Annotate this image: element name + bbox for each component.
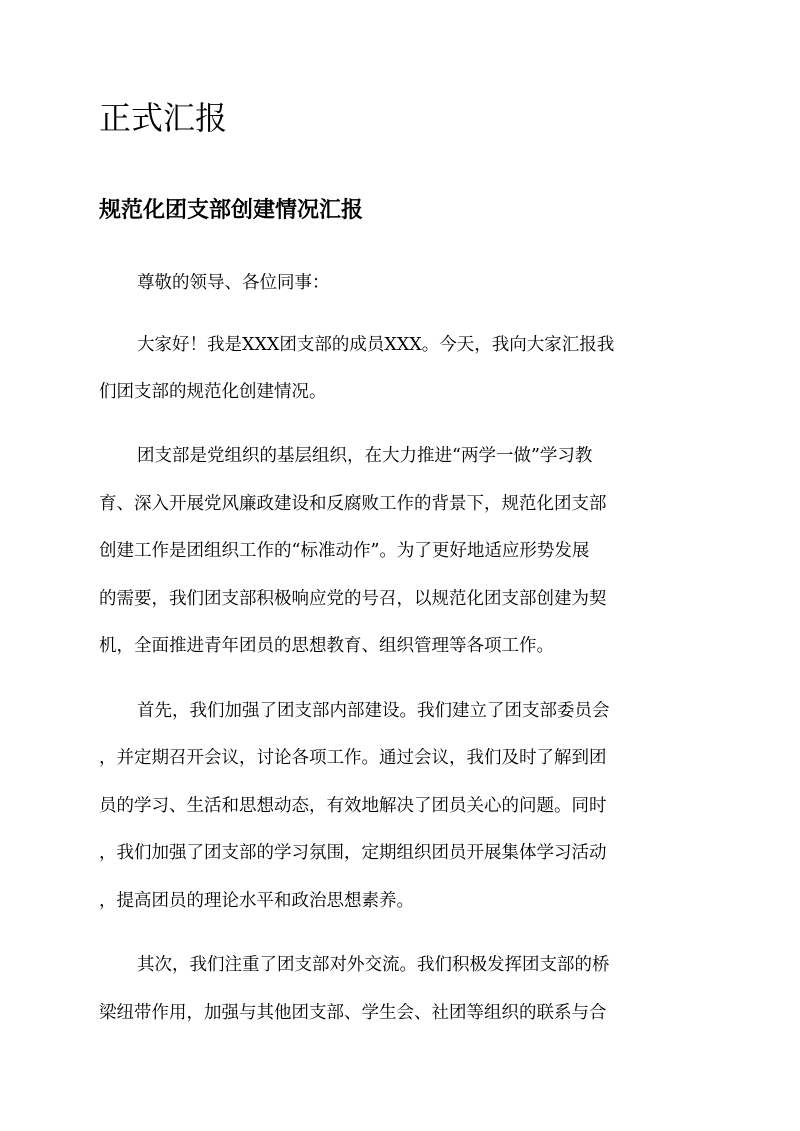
paragraph-line: 创建工作是团组织工作的“标准动作”。为了更好地适应形势发展 — [99, 541, 590, 561]
paragraph-line: 梁纽带作用，加强与其他团支部、学生会、社团等组织的联系与合 — [99, 1003, 607, 1023]
paragraph-line: 团支部是党组织的基层组织，在大力推进“两学一做”学习教 — [137, 446, 593, 466]
document-subtitle: 规范化团支部创建情况汇报 — [99, 197, 364, 223]
paragraph-line: 员的学习、生活和思想动态，有效地解决了团员关心的问题。同时 — [99, 796, 607, 816]
paragraph-line: 首先，我们加强了团支部内部建设。我们建立了团支部委员会 — [137, 701, 610, 721]
paragraph-line: 机，全面推进青年团员的思想教育、组织管理等各项工作。 — [99, 636, 554, 656]
paragraph-line: 的需要，我们团支部积极响应党的号召，以规范化团支部创建为契 — [99, 589, 607, 609]
paragraph-line: ，我们加强了团支部的学习氛围，定期组织团员开展集体学习活动 — [99, 843, 607, 863]
document-title: 正式汇报 — [99, 99, 228, 137]
paragraph-line: ，并定期召开会议，讨论各项工作。通过会议，我们及时了解到团 — [99, 748, 607, 768]
paragraph-line: 育、深入开展党风廉政建设和反腐败工作的背景下，规范化团支部 — [99, 494, 607, 514]
paragraph-line: ，提高团员的理论水平和政治思想素养。 — [99, 891, 414, 911]
paragraph-line: 们团支部的规范化创建情况。 — [99, 382, 327, 402]
paragraph-line: 其次，我们注重了团支部对外交流。我们积极发挥团支部的桥 — [137, 955, 610, 975]
salutation-line: 尊敬的领导、各位同事： — [137, 273, 330, 293]
paragraph-line: 大家好！我是XXX团支部的成员XXX。今天，我向大家汇报我 — [137, 335, 615, 355]
